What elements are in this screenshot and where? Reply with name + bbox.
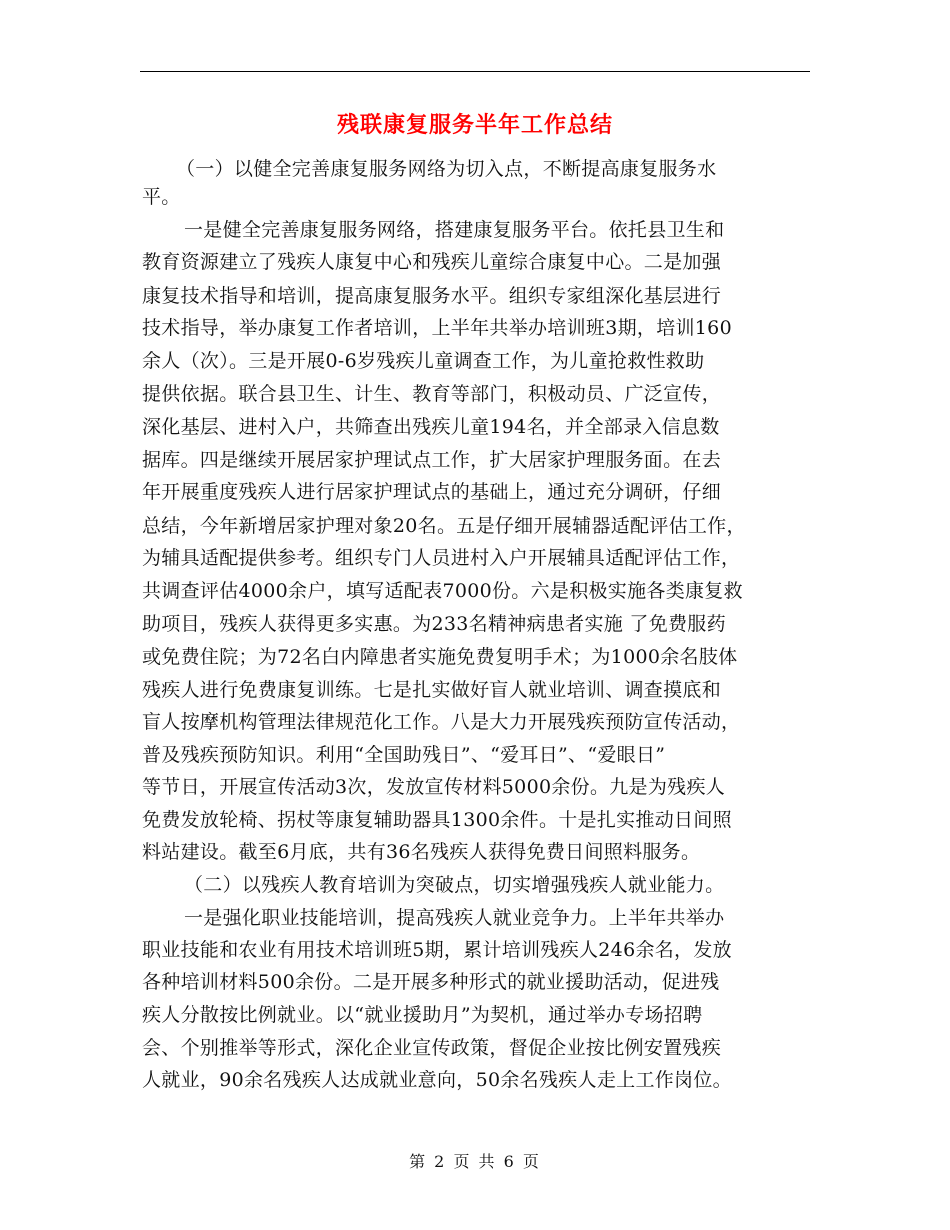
header-rule bbox=[140, 71, 810, 72]
paragraph-line: 深化基层、进村入户，共筛查出残疾儿童194名，并全部录入信息数 bbox=[142, 416, 720, 438]
paragraph-line: 料站建设。截至6月底，共有36名残疾人获得免费日间照料服务。 bbox=[142, 841, 701, 863]
document-title: 残联康复服务半年工作总结 bbox=[336, 112, 613, 138]
page-number: 第 2 页 共 6 页 bbox=[409, 1152, 541, 1171]
paragraph-line: 为辅具适配提供参考。组织专门人员进村入户开展辅具适配评估工作， bbox=[142, 547, 741, 569]
paragraph-line: 一是强化职业技能培训，提高残疾人就业竞争力。上半年共举办 bbox=[184, 907, 725, 929]
paragraph-line: 免费发放轮椅、拐杖等康复辅助器具1300余件。十是扎实推动日间照 bbox=[142, 809, 732, 831]
paragraph-line: 普及残疾预防知识。利用“全国助残日”、“爱耳日”、“爱眼日” bbox=[142, 744, 666, 766]
paragraph-line: 教育资源建立了残疾人康复中心和残疾儿童综合康复中心。二是加强 bbox=[142, 251, 722, 273]
paragraph-line: 会、个别推举等形式，深化企业宣传政策，督促企业按比例安置残疾 bbox=[142, 1037, 722, 1059]
paragraph-line: 共调查评估4000余户，填写适配表7000份。六是积极实施各类康复救 bbox=[142, 580, 743, 602]
paragraph-line: （一）以健全完善康复服务网络为切入点，不断提高康复服务水 bbox=[176, 158, 717, 180]
paragraph-line: 等节日，开展宣传活动3次，发放宣传材料5000余份。九是为残疾人 bbox=[142, 776, 726, 798]
paragraph-line: 总结，今年新增居家护理对象20名。五是仔细开展辅器适配评估工作， bbox=[142, 515, 746, 537]
paragraph-line: 余人（次）。三是开展0-6岁残疾儿童调查工作，为儿童抢救性救助 bbox=[142, 350, 705, 372]
paragraph-line: 疾人分散按比例就业。以“就业援助月”为契机，通过举办专场招聘 bbox=[142, 1004, 703, 1026]
paragraph-line: 盲人按摩机构管理法律规范化工作。八是大力开展残疾预防宣传活动， bbox=[142, 711, 741, 733]
paragraph-line: 一是健全完善康复服务网络，搭建康复服务平台。依托县卫生和 bbox=[184, 219, 725, 241]
paragraph-line: （二）以残疾人教育培训为突破点，切实增强残疾人就业能力。 bbox=[184, 874, 725, 896]
paragraph-line: 平。 bbox=[142, 186, 181, 208]
paragraph-line: 提供依据。联合县卫生、计生、教育等部门，积极动员、广泛宣传， bbox=[142, 383, 722, 405]
paragraph-line: 康复技术指导和培训，提高康复服务水平。组织专家组深化基层进行 bbox=[142, 285, 722, 307]
paragraph-line: 职业技能和农业有用技术培训班5期，累计培训残疾人246余名，发放 bbox=[142, 939, 732, 961]
paragraph-line: 据库。四是继续开展居家护理试点工作，扩大居家护理服务面。在去 bbox=[142, 449, 722, 471]
paragraph-line: 助项目，残疾人获得更多实惠。为233名精神病患者实施 了免费服药 bbox=[142, 613, 726, 635]
paragraph-line: 各种培训材料500余份。二是开展多种形式的就业援助活动，促进残 bbox=[142, 971, 720, 993]
paragraph-line: 人就业，90余名残疾人达成就业意向，50余名残疾人走上工作岗位。 bbox=[142, 1069, 732, 1091]
paragraph-line: 残疾人进行免费康复训练。七是扎实做好盲人就业培训、调查摸底和 bbox=[142, 679, 722, 701]
paragraph-line: 年开展重度残疾人进行居家护理试点的基础上，通过充分调研，仔细 bbox=[142, 481, 722, 503]
paragraph-line: 技术指导，举办康复工作者培训，上半年共举办培训班3期，培训160 bbox=[142, 317, 732, 339]
paragraph-line: 或免费住院；为72名白内障患者实施免费复明手术；为1000余名肢体 bbox=[142, 646, 738, 668]
